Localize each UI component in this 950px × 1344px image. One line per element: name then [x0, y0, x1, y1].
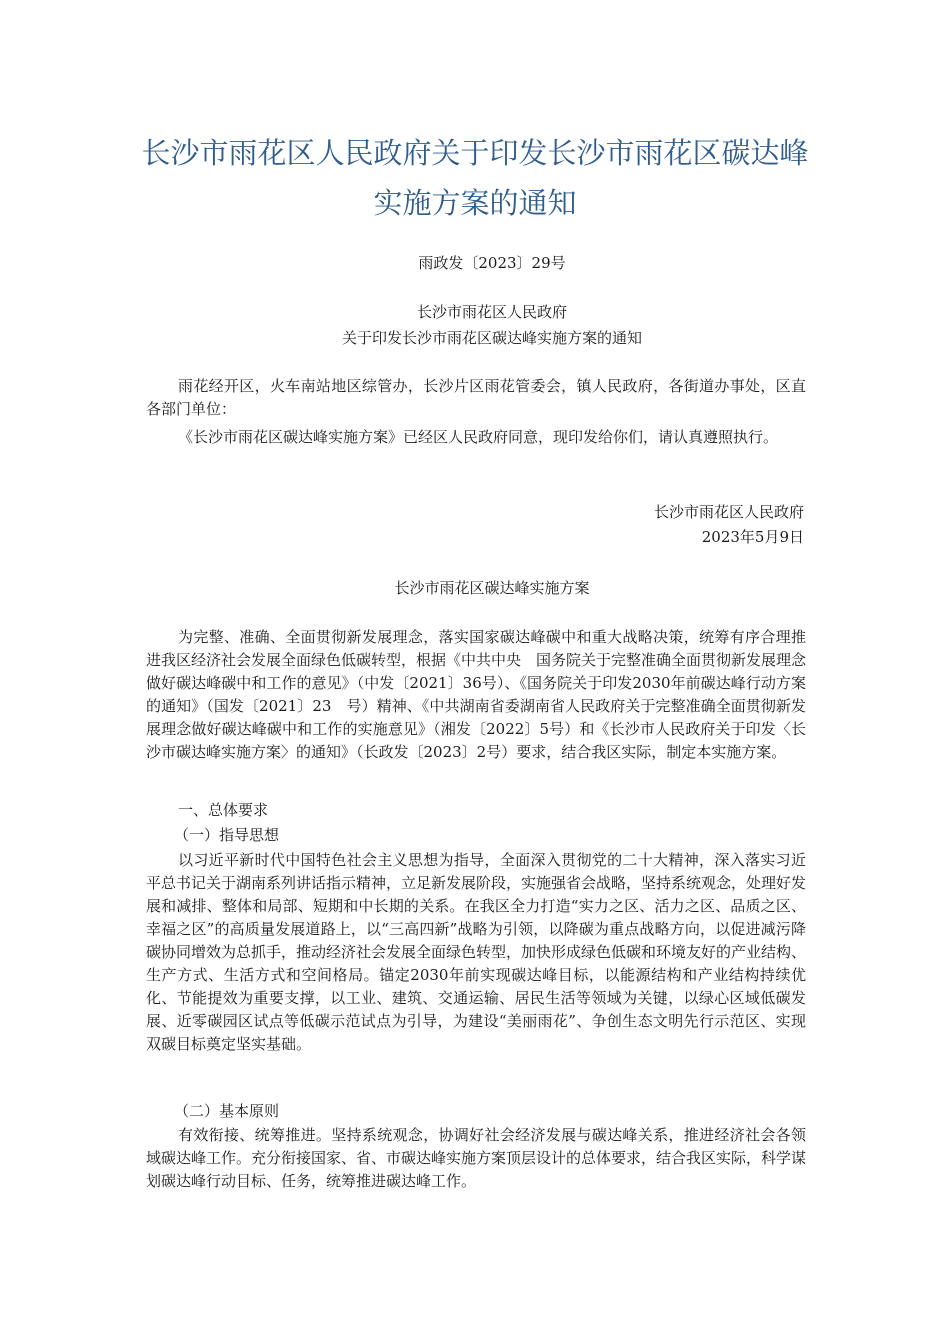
signature-date: 2023年5月9日	[701, 528, 804, 546]
principles-paragraph: 有效衔接、统筹推进。坚持系统观念，协调好社会经济发展与碳达峰关系，推进经济社会各领域碳达峰工作。充分衔接国家、省、市碳达峰实施方案顶层设计的总体要求，结合我区实际，科学谋划碳达峰行动目标、任务，统筹推进碳达峰工作。	[146, 1126, 807, 1190]
issuer-name: 长沙市雨花区人民政府	[416, 303, 567, 321]
notice-title: 关于印发长沙市雨花区碳达峰实施方案的通知	[341, 329, 642, 347]
subsection-heading-2: （二）基本原则	[174, 1102, 280, 1120]
document-title	[130, 128, 820, 228]
subsection-heading-1: （一）指导思想	[174, 826, 280, 844]
plan-title: 长沙市雨花区碳达峰实施方案	[394, 579, 590, 597]
title-line-2: 实施方案的通知	[373, 186, 577, 220]
signature: 长沙市雨花区人民政府	[653, 503, 804, 521]
section-heading-1: 一、总体要求	[178, 801, 269, 819]
intro-paragraph: 为完整、准确、全面贯彻新发展理念，落实国家碳达峰碳中和重大战略决策，统筹有序合理推进我区经济社会发展全面绿色低碳转型，根据《中共中央 国务院关于完整准确全面贯彻新发展理念做好碳达峰碳中和工作的意见》（中发〔2021〕36号）、《国务院关于印发2030年前碳达峰行动方案的通知》（国发〔2021〕23 号）精神、《中共湖南省委湖南省人民政府关于完整准确全面贯彻新发展理念做好碳达峰碳中和工作的实施意见》（湘发〔2022〕5号）和《长沙市人民政府关于印发〈长沙市碳达峰实施方案〉的通知》（长政发〔2023〕2号）要求，结合我区实际，制定本实施方案。	[146, 628, 807, 761]
recipients-paragraph: 雨花经开区，火车南站地区综管办，长沙片区雨花管委会，镇人民政府，各街道办事处，区直各部门单位：	[146, 377, 806, 418]
title-line-1: 长沙市雨花区人民政府关于印发长沙市雨花区碳达峰	[141, 136, 809, 170]
guiding-ideology-paragraph: 以习近平新时代中国特色社会主义思想为指导，全面深入贯彻党的二十大精神，深入落实习近平总书记关于湖南系列讲话指示精神，立足新发展阶段，实施强省会战略，坚持系统观念，处理好发展和减排、整体和局部、短期和中长期的关系。在我区全力打造“实力之区、活力之区、品质之区、幸福之区”的高质量发展道路上，以“三高四新”战略为引领，以降碳为重点战略方向，以促进减污降碳协同增效为总抓手，推动经济社会发展全面绿色转型，加快形成绿色低碳和环境友好的产业结构、生产方式、生活方式和空间格局。锚定2030年前实现碳达峰目标，以能源结构和产业结构持续优化、节能提效为重要支撑，以工业、建筑、交通运输、居民生活等领域为关键，以绿心区域低碳发展、近零碳园区试点等低碳示范试点为引导，为建设“美丽雨花”、争创生态文明先行示范区、实现双碳目标奠定坚实基础。	[146, 851, 807, 1053]
notice-body-paragraph: 《长沙市雨花区碳达峰实施方案》已经区人民政府同意，现印发给你们，请认真遵照执行。	[178, 428, 779, 446]
document-number: 雨政发〔2023〕29号	[418, 254, 566, 272]
